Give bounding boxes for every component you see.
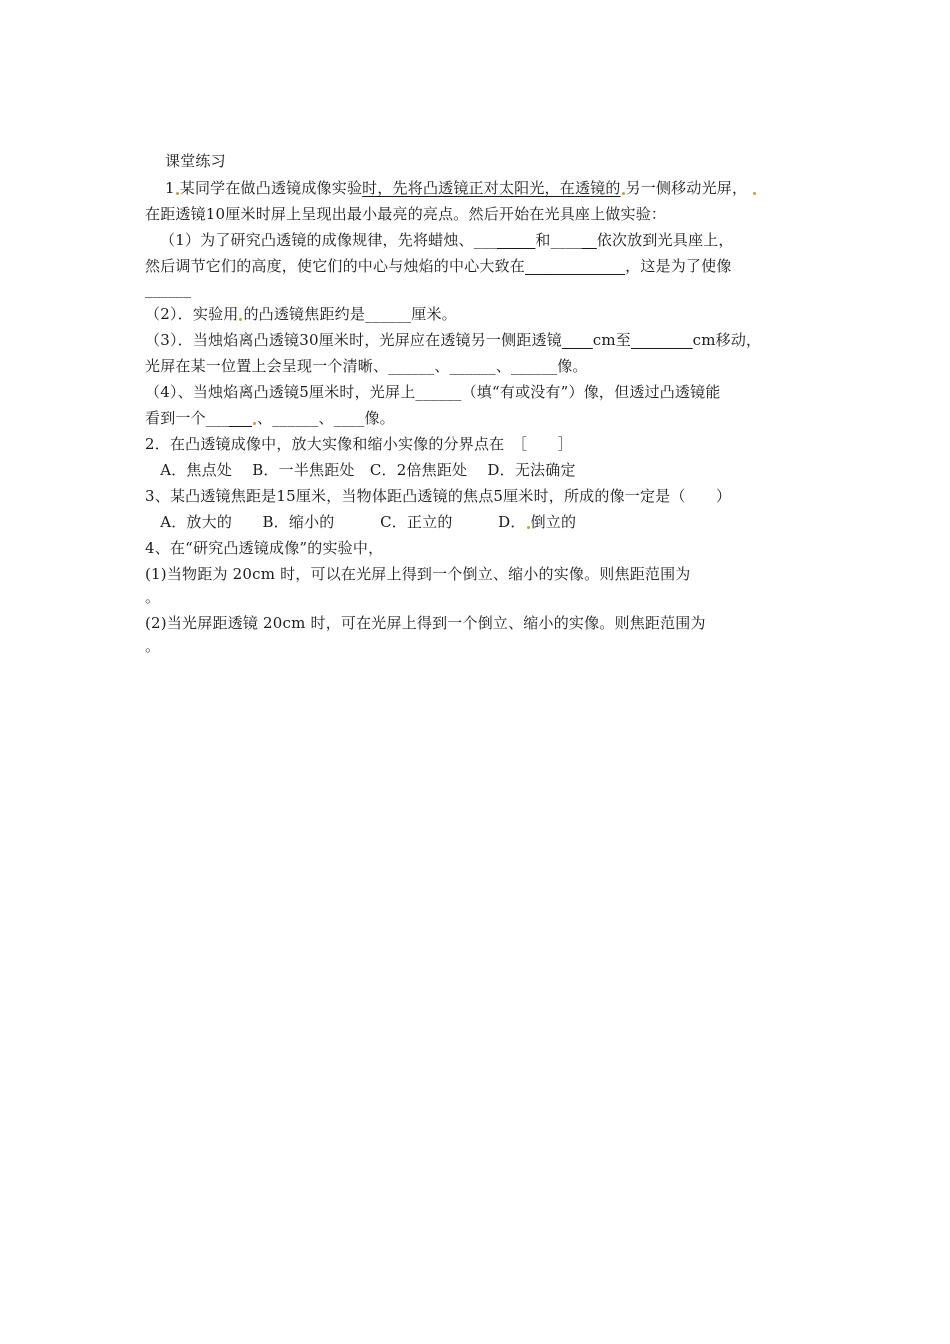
q2-stem: 2．在凸透镜成像中，放大实像和缩小实像的分界点在 ［ ］ xyxy=(145,435,573,453)
q1-intro-text-c: 另一侧移动光屏， xyxy=(625,179,748,197)
q1-part4-text-b: （填“有或没有”）像，但透过凸透镜能 xyxy=(461,383,721,401)
q1-part3-text-b: cm至 xyxy=(592,331,631,349)
q1-part4-text-a: （4）、当烛焰离凸透镜5厘米时，光屏上 xyxy=(145,383,416,401)
mark-dot xyxy=(753,192,756,195)
q1-part4-line1 xyxy=(145,381,721,403)
q3-options xyxy=(145,511,576,533)
answer-blank[interactable]: __ xyxy=(581,231,597,249)
separator: 、 xyxy=(257,409,273,427)
q1-intro-line1 xyxy=(165,177,757,199)
q1-part3-text-a: （3）．当烛焰离凸透镜30厘米时，光屏应在透镜另一侧距透镜 xyxy=(145,331,562,349)
answer-blank[interactable]: ______ xyxy=(365,305,412,323)
mark-dot xyxy=(239,318,242,321)
answer-blank[interactable]: ___ xyxy=(473,231,497,249)
answer-blank[interactable]: ________ xyxy=(630,331,693,349)
q1-intro-text-a: 某同学在做凸透镜成像实验 xyxy=(179,179,363,197)
separator: 、 xyxy=(434,357,450,375)
q4-subquestion-1-end: 。 xyxy=(145,588,161,606)
answer-blank[interactable]: _____ xyxy=(496,231,536,249)
q3-option-d: 倒立的 xyxy=(530,513,577,531)
q1-part4-line2-text-a: 看到一个 xyxy=(145,409,206,427)
q1-part4-line2 xyxy=(145,407,395,429)
separator: 、 xyxy=(495,357,512,375)
answer-blank[interactable]: _____________ xyxy=(525,257,626,275)
q1-intro-line2: 在距透镜10厘米时屏上呈现出最小最亮的亮点。然后开始在光具座上做实验： xyxy=(145,205,667,223)
mark-dot xyxy=(253,422,256,425)
mark-dot xyxy=(622,192,625,195)
q1-part3-line2-text-a: 光屏在某一位置上会呈现一个清晰、 xyxy=(145,357,389,375)
q1-number: 1 xyxy=(165,179,175,197)
answer-blank[interactable]: ____ xyxy=(550,231,582,249)
q4-subquestion-1: (1)当物距为 20cm 时，可以在光屏上得到一个倒立、缩小的实像。则焦距范围为 xyxy=(145,565,691,583)
answer-blank[interactable]: ___ xyxy=(205,409,229,427)
q3-option-a: A．放大的 xyxy=(145,513,233,531)
q3-option-d-label: D． xyxy=(452,513,526,531)
mark-dot xyxy=(527,526,530,529)
mark-dot xyxy=(176,192,179,195)
q1-part1-line1 xyxy=(160,229,734,251)
answer-blank[interactable]: ______ xyxy=(388,357,435,375)
answer-blank[interactable]: ______ xyxy=(511,357,558,375)
answer-blank[interactable]: ___ xyxy=(228,409,253,427)
q1-part1-line3[interactable]: ______ xyxy=(145,280,192,298)
answer-blank[interactable]: ______ xyxy=(449,357,496,375)
q1-part1-text-b: 和 xyxy=(535,231,551,249)
answer-blank[interactable]: ______ xyxy=(272,409,319,427)
answer-blank[interactable]: ____ xyxy=(333,409,365,427)
q1-part3-line1 xyxy=(145,329,761,351)
q1-part1-line2 xyxy=(145,255,732,277)
q1-part1-text-c: 依次放到光具座上， xyxy=(596,231,734,249)
q2-options: A．焦点处 B．一半焦距处 C．2倍焦距处 D．无法确定 xyxy=(145,461,576,479)
q4-stem: 4、在“研究凸透镜成像”的实验中， xyxy=(145,539,384,557)
q1-part1-text-a: （1）为了研究凸透镜的成像规律，先将蜡烛、 xyxy=(160,231,474,249)
q4-subquestion-2-end: 。 xyxy=(145,637,161,655)
q3-stem: 3、某凸透镜焦距是15厘米，当物体距凸透镜的焦点5厘米时，所成的像一定是（ ） xyxy=(145,487,732,505)
q1-part4-line2-text-b: 像。 xyxy=(364,409,395,427)
q3-option-c: C．正立的 xyxy=(334,513,453,531)
q1-intro-text-b: 时，先将凸透镜正对太阳光，在透镜的 xyxy=(362,179,621,197)
answer-blank[interactable]: ______ xyxy=(415,383,462,401)
q4-subquestion-2: (2)当光屏距透镜 20cm 时，可在光屏上得到一个倒立、缩小的实像。则焦距范围为 xyxy=(145,614,706,632)
q1-part2-text-a: （2）．实验用 xyxy=(145,305,239,323)
q1-part3-line2-text-b: 像。 xyxy=(557,357,588,375)
q1-part1-line2-text-a: 然后调节它们的高度，使它们的中心与烛焰的中心大致在 xyxy=(145,257,526,275)
q1-part3-line2 xyxy=(145,355,588,377)
q1-part2-text-c: 厘米。 xyxy=(411,305,457,323)
answer-blank[interactable]: ____ xyxy=(561,331,593,349)
separator: 、 xyxy=(318,409,334,427)
q1-part1-line2-text-b: ，这是为了使像 xyxy=(625,257,732,275)
section-title: 课堂练习 xyxy=(165,152,226,170)
q1-part2 xyxy=(145,303,457,325)
q3-option-b: B．缩小的 xyxy=(232,513,335,531)
q1-part3-text-c: cm移动， xyxy=(692,331,762,349)
q1-part2-text-b: 的凸透镜焦距约是 xyxy=(243,305,366,323)
